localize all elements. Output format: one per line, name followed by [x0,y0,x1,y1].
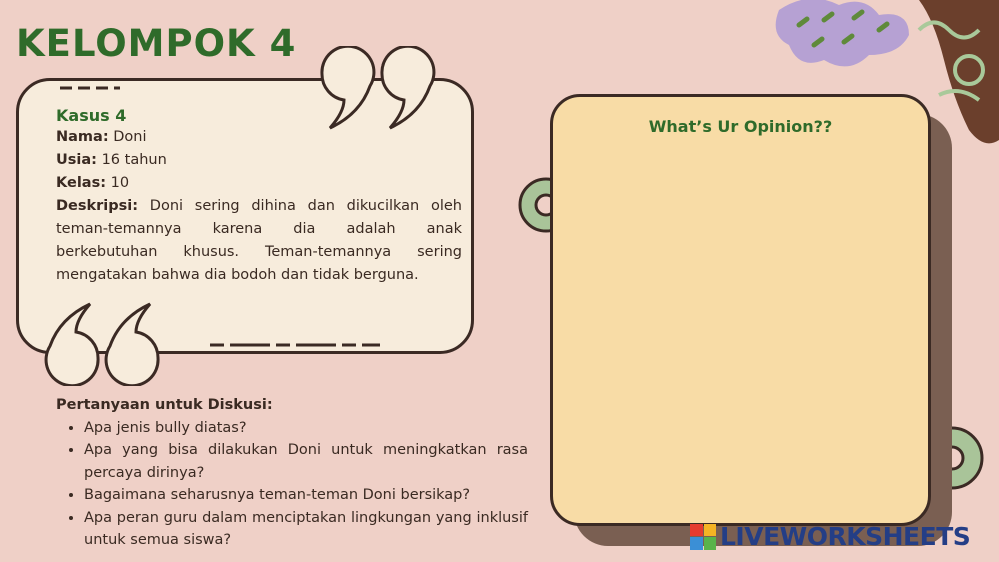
description-label: Deskripsi: [56,198,139,214]
list-item: • Apa peran guru dalam menciptakan lingkungan yang inklusif untuk semua siswa? [84,507,528,552]
liveworksheets-logo-icon [690,524,716,550]
name-label: Nama: [56,129,109,145]
opening-quote-icon [38,300,168,386]
list-item: • Apa jenis bully diatas? [84,417,528,440]
discussion-list [56,417,528,552]
opinion-answer-area[interactable] [550,94,931,526]
brand-name: LIVEWORKSHEETS [720,522,971,551]
discussion-title: Pertanyaan untuk Diskusi: [56,397,273,413]
case-description-row [56,195,462,287]
class-value: 10 [106,175,130,191]
description-value: Doni sering dihina dan dikucilkan oleh teman-temannya karena dia adalah anak berkebutuhan khusus. Teman-temannya sering mengatakan bahwa dia bodoh dan tidak berguna. [56,198,462,283]
case-name-row [56,126,462,149]
case-title: Kasus 4 [56,106,127,125]
discussion-section [56,394,528,552]
page-title: KELOMPOK 4 [16,22,297,65]
card-dash-accent [60,80,120,96]
age-value: 16 tahun [96,152,167,168]
name-value: Doni [108,129,147,145]
card-dash-accent-bottom [210,338,380,352]
liveworksheets-branding [690,522,970,551]
age-label: Usia: [56,152,97,168]
list-item: • Apa yang bisa dilakukan Doni untuk meningkatkan rasa percaya dirinya? [84,439,528,484]
case-details [56,106,462,287]
case-age-row [56,149,462,172]
class-label: Kelas: [56,175,106,191]
list-item: • Bagaimana seharusnya teman-teman Doni bersikap? [84,484,528,507]
case-class-row [56,172,462,195]
opinion-title: What’s Ur Opinion?? [648,117,833,136]
